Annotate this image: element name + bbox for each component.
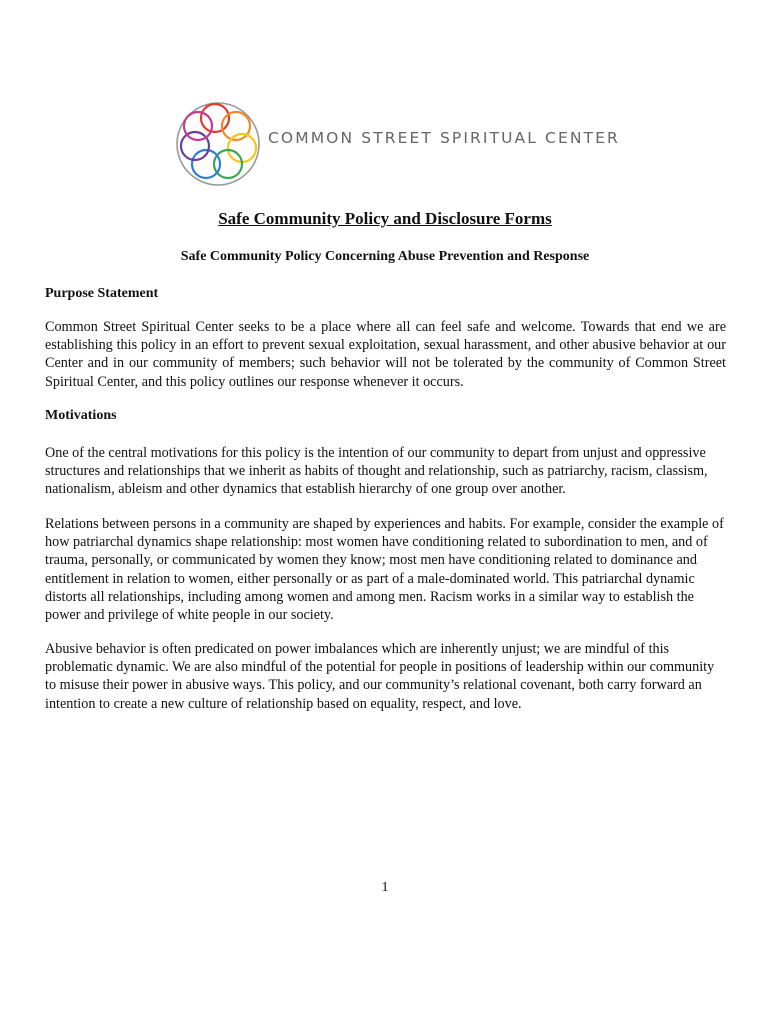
motivations-paragraph-2: Relations between persons in a community are shaped by experiences and habits. For example, consider the example of how patriarchal dynamics shape relationship: most women have conditioning related to subordination to men, and of trauma, personally, or communicated by women they know; most men have conditioning related to dominance and entitlement in relation to women, either personally or as part of a male-dominated world. This patriarchal dynamic distorts all relationships, including among women and among men. Racism works in a similar way to establish the power and privilege of white people in our society. <box>45 516 724 624</box>
motivations-heading: Motivations <box>45 408 117 423</box>
document-subtitle: Safe Community Policy Concerning Abuse Prevention and Response <box>180 249 590 264</box>
motivations-paragraph-1: One of the central motivations for this policy is the intention of our community to depart from unjust and oppressive structures and relationships that we inherit as habits of thought and relationship, such as patriarchy, racism, classism, nationalism, ableism and other dynamics that establish hierarchy of one group over another. <box>45 445 708 498</box>
motivations-paragraph-3: Abusive behavior is often predicated on power imbalances which are inherently unjust; we are mindful of this problematic dynamic. We are also mindful of the potential for people in positions of leadership within our community to misuse their power in abusive ways. This policy, and our community’s relational covenant, both carry forward an intention to create a new culture of relationship based on equality, respect, and love. <box>45 641 715 712</box>
interlocking-circles-logo-icon <box>170 96 266 192</box>
logo-wordmark: COMMON STREET SPIRITUAL CENTER <box>268 129 620 147</box>
document-title: Safe Community Policy and Disclosure Forms <box>218 209 552 228</box>
organization-logo <box>170 96 620 192</box>
purpose-heading: Purpose Statement <box>45 286 159 301</box>
purpose-paragraph: Common Street Spiritual Center seeks to be a place where all can feel safe and welcome. Towards that end we are establishing this policy in an effort to prevent sexual exploitation, sexual harassment, and other abusive behavior at our Center and in our community of members; such behavior will not be tolerated by the community of Common Street Spiritual Center, and this policy outlines our response whenever it occurs. <box>45 319 726 390</box>
page-number: 1 <box>381 880 389 895</box>
